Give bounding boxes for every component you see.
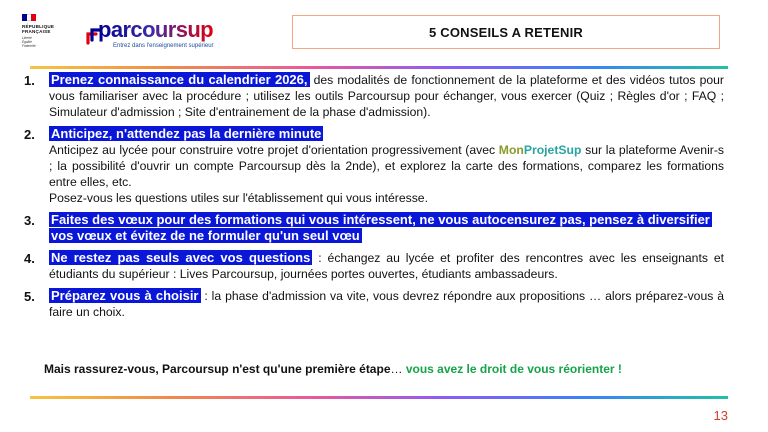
advice-list xyxy=(24,72,724,326)
advice-text-before: Anticipez au lycée pour construire votre projet d'orientation progressivement (avec xyxy=(49,143,499,157)
conclusion-text xyxy=(44,362,622,376)
conclusion-part2: vous avez le droit de vous réorienter ! xyxy=(405,362,622,376)
french-flag-icon xyxy=(22,14,36,21)
advice-heading: Prenez connaissance du calendrier 2026, xyxy=(51,72,308,87)
advice-text: : la phase d'admission va vite, vous devrez répondre aux propositions … alors préparez-vous à faire un choix. xyxy=(49,289,725,319)
advice-item-5 xyxy=(24,288,724,320)
advice-number: 5. xyxy=(24,289,35,304)
advice-text-line2: Posez-vous les questions utiles sur l'établissement qui vous intéresse. xyxy=(49,191,428,205)
page-number: 13 xyxy=(713,408,728,423)
monprojetsup-projet: Projet xyxy=(523,143,559,157)
advice-heading: Faites des vœux pour des formations qui vous intéressent, ne vous autocensurez pas, pensez à diversifier vos vœux et évitez de ne formuler qu'un seul vœu xyxy=(51,212,710,243)
advice-text-after: sur la plateforme Avenir-s ; la possibilité d'ouvrir un compte Parcoursup dès la 2nde), et explorez la carte des formations, comparez les formations entre elles, etc. xyxy=(49,143,724,189)
advice-heading: Ne restez pas seuls avec vos questions xyxy=(51,250,311,265)
slide-title-box xyxy=(292,15,720,49)
advice-item-2 xyxy=(24,126,724,206)
advice-heading: Préparez vous à choisir xyxy=(51,288,199,303)
conclusion-dots: … xyxy=(390,362,406,376)
rainbow-divider-top xyxy=(30,66,728,69)
monprojetsup-mon: Mon xyxy=(498,143,524,157)
republique-francaise-logo xyxy=(22,14,70,49)
advice-number: 4. xyxy=(24,251,35,266)
advice-item-1 xyxy=(24,72,724,120)
parcoursup-wordmark xyxy=(98,18,213,42)
parcoursup-wordmark-text: parcoursup xyxy=(98,17,214,42)
advice-heading: Anticipez, n'attendez pas la dernière minute xyxy=(51,126,322,141)
advice-text: : échangez au lycée et profiter des rencontres avec les enseignants et étudiants du supérieur : Lives Parcoursup, journées portes ouvertes, étudiants ambassadeurs. xyxy=(49,251,724,281)
advice-text: des modalités de fonctionnement de la plateforme et des vidéos tutos pour vous familiariser avec la procédure ; utilisez les outils Parcoursup pour échanger, vous exercer (Quiz ; Règles d'or ; FAQ ; Simulateur d'admission ; Site d'entrainement de la phase d'admission). xyxy=(49,73,724,119)
advice-number: 1. xyxy=(24,73,35,88)
advice-number: 2. xyxy=(24,127,35,142)
republique-motto: Liberté Égalité Fraternité xyxy=(22,36,36,48)
monprojetsup-sup: Sup xyxy=(558,143,582,157)
rainbow-divider-bottom xyxy=(30,396,728,399)
advice-item-4 xyxy=(24,250,724,282)
slide-title: 5 CONSEILS A RETENIR xyxy=(428,24,583,40)
advice-text xyxy=(49,142,724,190)
advice-item-3 xyxy=(24,212,724,244)
conclusion-part1: Mais rassurez-vous, Parcoursup n'est qu'une première étape xyxy=(44,362,391,376)
parcoursup-tagline: Entrez dans l'enseignement supérieur xyxy=(113,43,214,49)
parcoursup-logo xyxy=(86,12,246,52)
advice-number: 3. xyxy=(24,213,35,228)
republique-name: RÉPUBLIQUE FRANÇAISE xyxy=(22,24,55,35)
